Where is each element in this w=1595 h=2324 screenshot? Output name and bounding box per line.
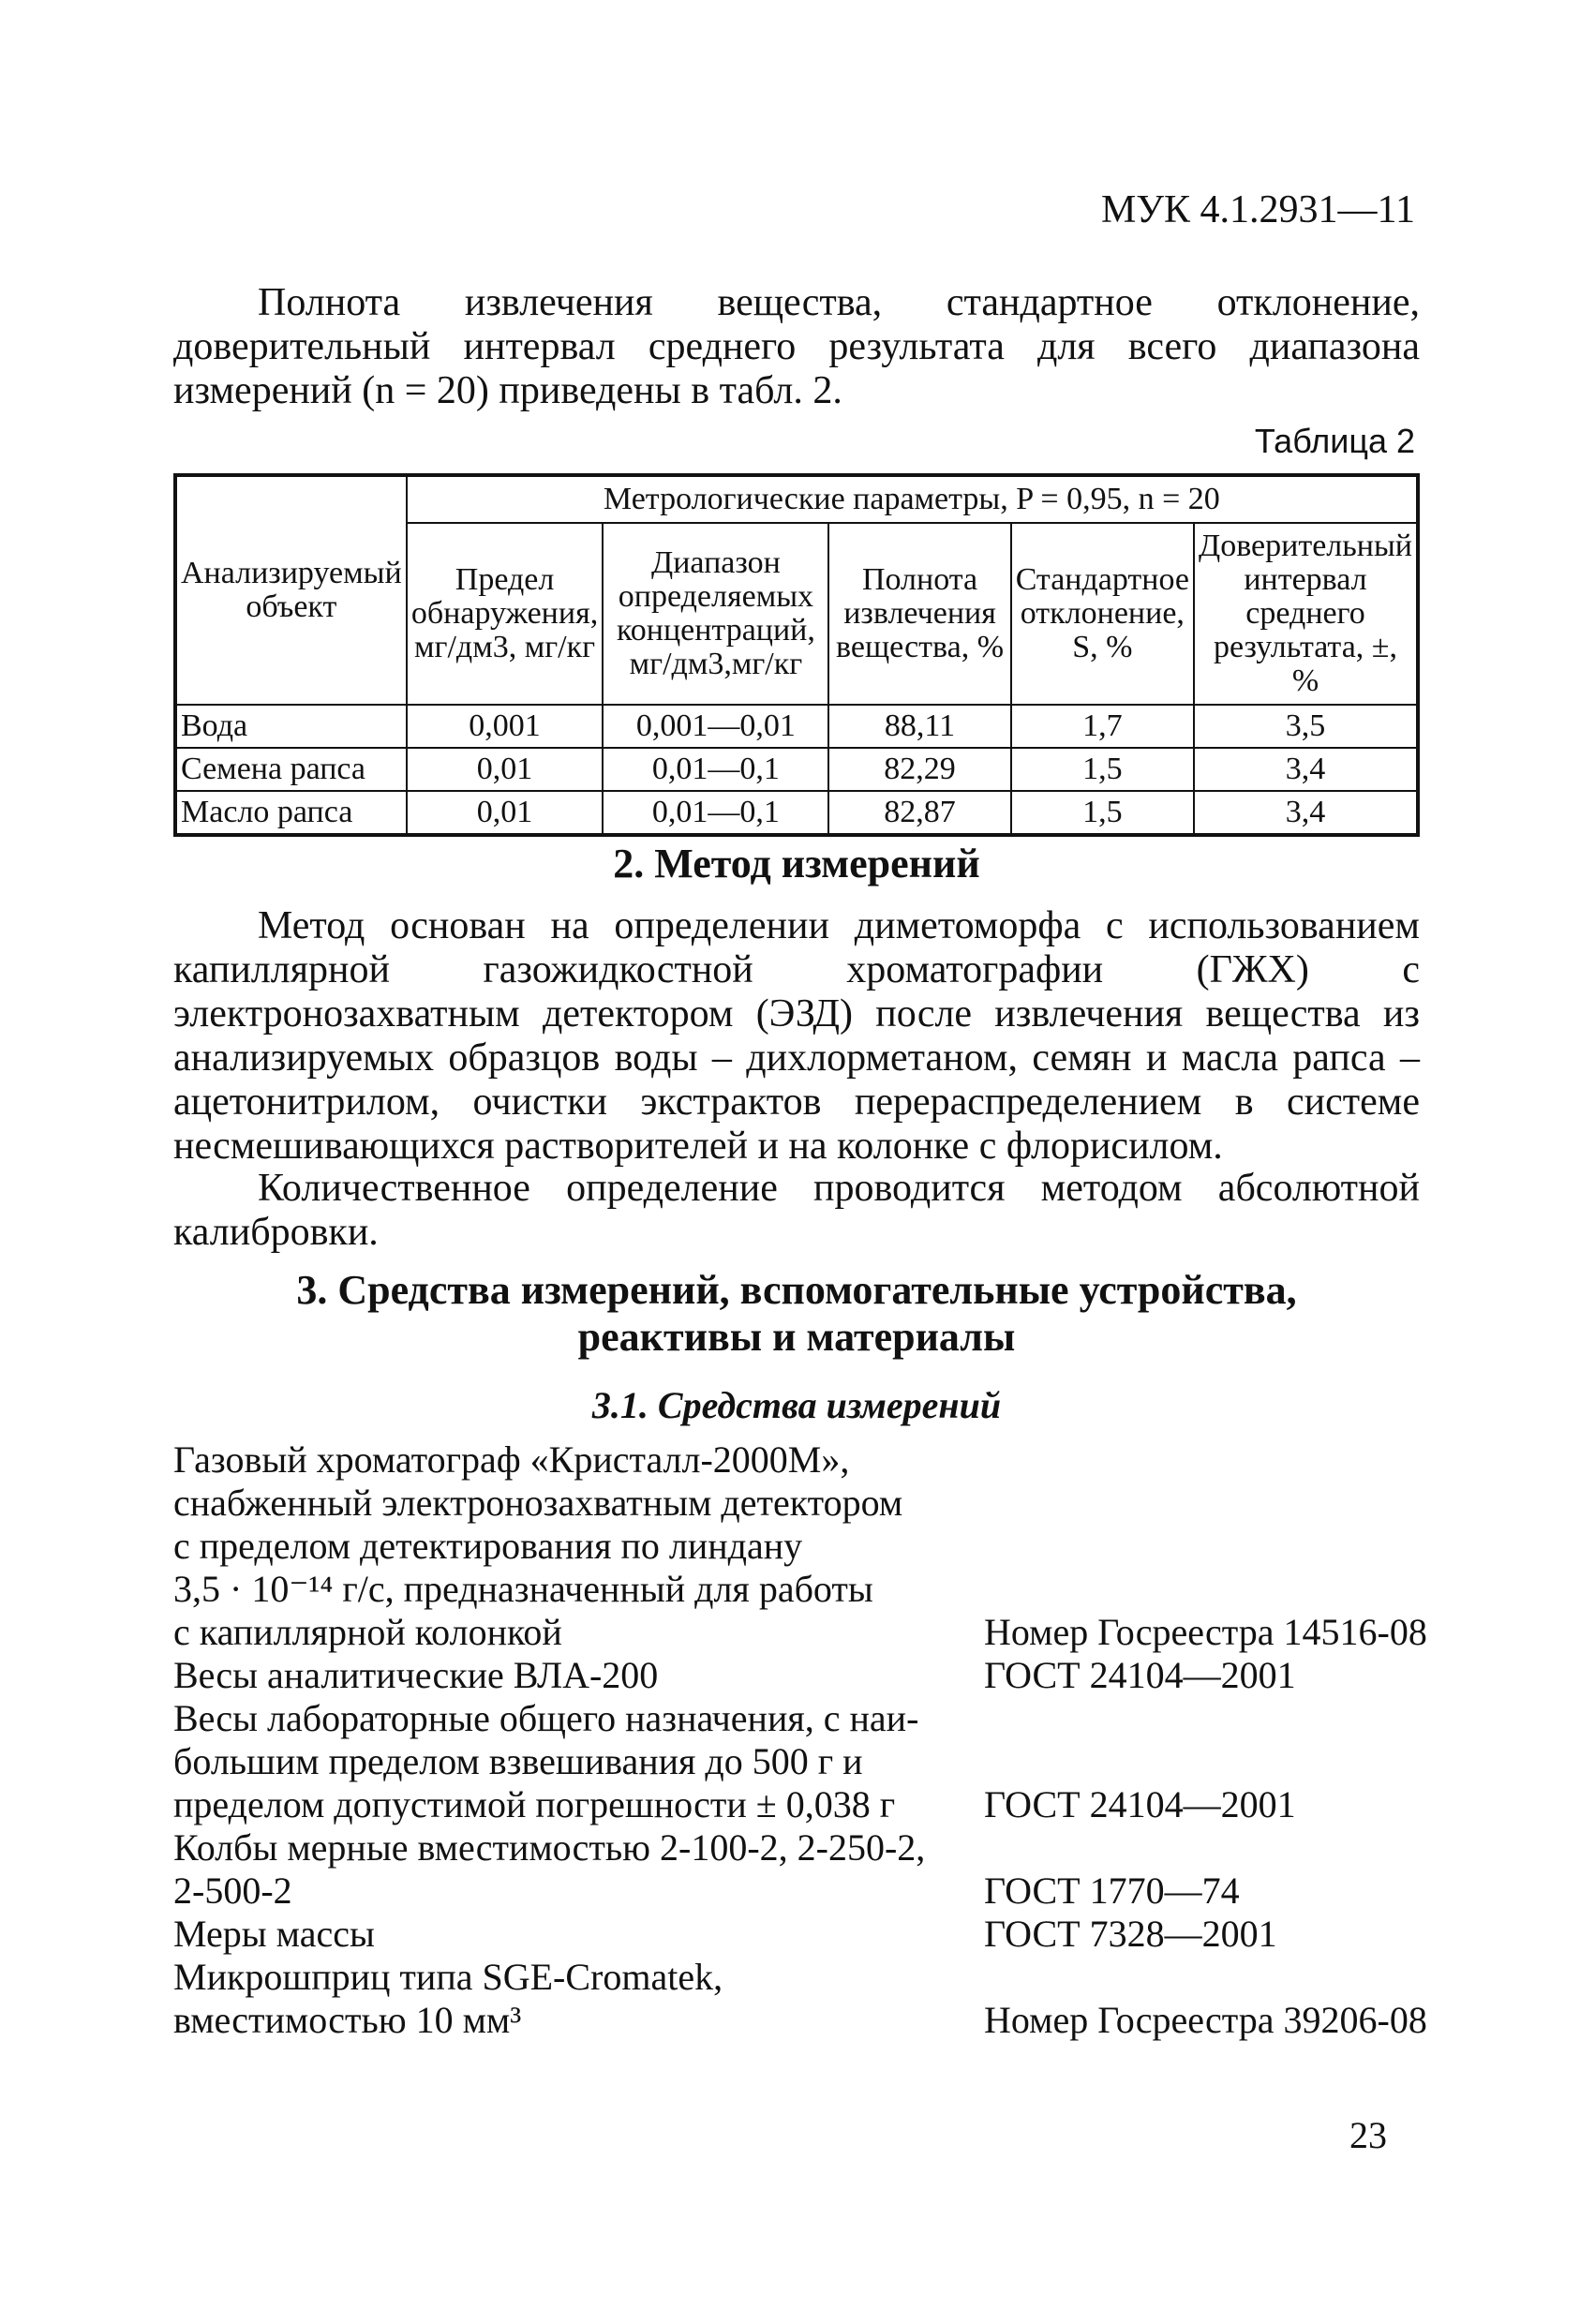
equipment-list	[173, 1438, 1448, 2042]
list-item	[173, 1697, 1448, 1826]
item-line: большим пределом взвешивания до 500 г и	[173, 1740, 863, 1782]
header-range: Диапазон определяемых концентраций, мг/дм3,мг/кг	[603, 523, 828, 705]
cell-sd: 1,7	[1011, 705, 1194, 748]
section-2-title: 2. Метод измерений	[613, 841, 980, 886]
cell-ci: 3,4	[1194, 791, 1418, 835]
table-row	[175, 791, 1418, 835]
item-ref: ГОСТ 1770—74	[984, 1870, 1240, 1912]
header-group: Метрологические параметры, P = 0,95, n = 20	[407, 475, 1418, 523]
cell-limit: 0,01	[407, 748, 604, 791]
cell-ci: 3,5	[1194, 705, 1418, 748]
item-line: Меры массы	[173, 1913, 375, 1955]
section-3-title	[173, 1267, 1420, 1361]
cell-object: Масло рапса	[175, 791, 407, 835]
item-ref: Номер Госреестра 39206-08	[984, 1999, 1427, 2041]
item-line: Колбы мерные вместимостью 2-100-2, 2-250-2,	[173, 1826, 926, 1869]
item-line: вместимостью 10 мм³	[173, 1999, 522, 2041]
subsection-title: 3.1. Средства измерений	[591, 1384, 1002, 1426]
item-line: Весы аналитические ВЛА-200	[173, 1654, 659, 1696]
list-item	[173, 1956, 1448, 2042]
item-line: Газовый хроматограф «Кристалл-2000М»,	[173, 1438, 850, 1481]
list-item	[173, 1654, 1448, 1697]
page-number: 23	[1349, 2114, 1387, 2156]
cell-limit: 0,01	[407, 791, 604, 835]
item-line: с пределом детектирования по линдану	[173, 1525, 803, 1567]
cell-recovery: 82,29	[828, 748, 1010, 791]
metrology-table	[173, 473, 1420, 837]
cell-limit: 0,001	[407, 705, 604, 748]
header-recovery: Полнота извлечения вещества, %	[828, 523, 1010, 705]
list-item	[173, 1913, 1448, 1956]
cell-ci: 3,4	[1194, 748, 1418, 791]
intro-paragraph: Полнота извлечения вещества, стандартное отклонение, доверительный интервал среднего результата для всего диапазона измерений (n = 20) приведены в табл. 2.	[173, 281, 1420, 412]
document-code: МУК 4.1.2931—11	[1100, 188, 1415, 231]
list-item	[173, 1438, 1448, 1654]
item-line: Весы лабораторные общего назначения, с наи-	[173, 1697, 919, 1739]
cell-range: 0,001—0,01	[603, 705, 828, 748]
cell-range: 0,01—0,1	[603, 748, 828, 791]
header-sd: Стандартное отклонение, S, %	[1011, 523, 1194, 705]
cell-sd: 1,5	[1011, 791, 1194, 835]
cell-recovery: 88,11	[828, 705, 1010, 748]
list-item	[173, 1826, 1448, 1913]
method-paragraph: Метод основан на определении диметоморфа с использованием капиллярной газожидкостной хроматографии (ГЖХ) с электронозахватным детектором (ЭЗД) после извлечения вещества из анализируемых образцов воды – дихлорметаном, семян и масла рапса – ацетонитрилом, очистки экстрактов перераспределением в системе несмешивающихся растворителей и на колонке с флорисилом.	[173, 904, 1420, 1168]
item-line: 3,5 · 10⁻¹⁴ г/с, предназначенный для работы	[173, 1568, 873, 1610]
section-3-title-line1: 3. Средства измерений, вспомогательные устройства,	[296, 1267, 1297, 1313]
header-limit: Предел обнаружения, мг/дм3, мг/кг	[407, 523, 604, 705]
item-line: с капиллярной колонкой	[173, 1611, 562, 1653]
cell-sd: 1,5	[1011, 748, 1194, 791]
cell-range: 0,01—0,1	[603, 791, 828, 835]
cell-recovery: 82,87	[828, 791, 1010, 835]
item-ref: Номер Госреестра 14516-08	[984, 1611, 1427, 1653]
table-caption: Таблица 2	[1254, 422, 1415, 460]
cell-object: Семена рапса	[175, 748, 407, 791]
calibration-paragraph: Количественное определение проводится методом абсолютной калибровки.	[173, 1167, 1420, 1254]
item-line: снабженный электронозахватным детектором	[173, 1482, 903, 1524]
section-3-title-line2: реактивы и материалы	[577, 1314, 1016, 1360]
item-ref: ГОСТ 7328—2001	[984, 1913, 1277, 1955]
item-line: пределом допустимой погрешности ± 0,038 г	[173, 1783, 896, 1825]
item-line: 2-500-2	[173, 1870, 292, 1912]
header-object: Анализируемый объект	[175, 475, 407, 705]
item-ref: ГОСТ 24104—2001	[984, 1783, 1296, 1825]
table-row	[175, 705, 1418, 748]
item-line: Микрошприц типа SGE-Cromatek,	[173, 1956, 723, 1998]
header-ci: Доверительный интервал среднего результата, ±, %	[1194, 523, 1418, 705]
item-ref: ГОСТ 24104—2001	[984, 1654, 1296, 1696]
table-row	[175, 748, 1418, 791]
cell-object: Вода	[175, 705, 407, 748]
